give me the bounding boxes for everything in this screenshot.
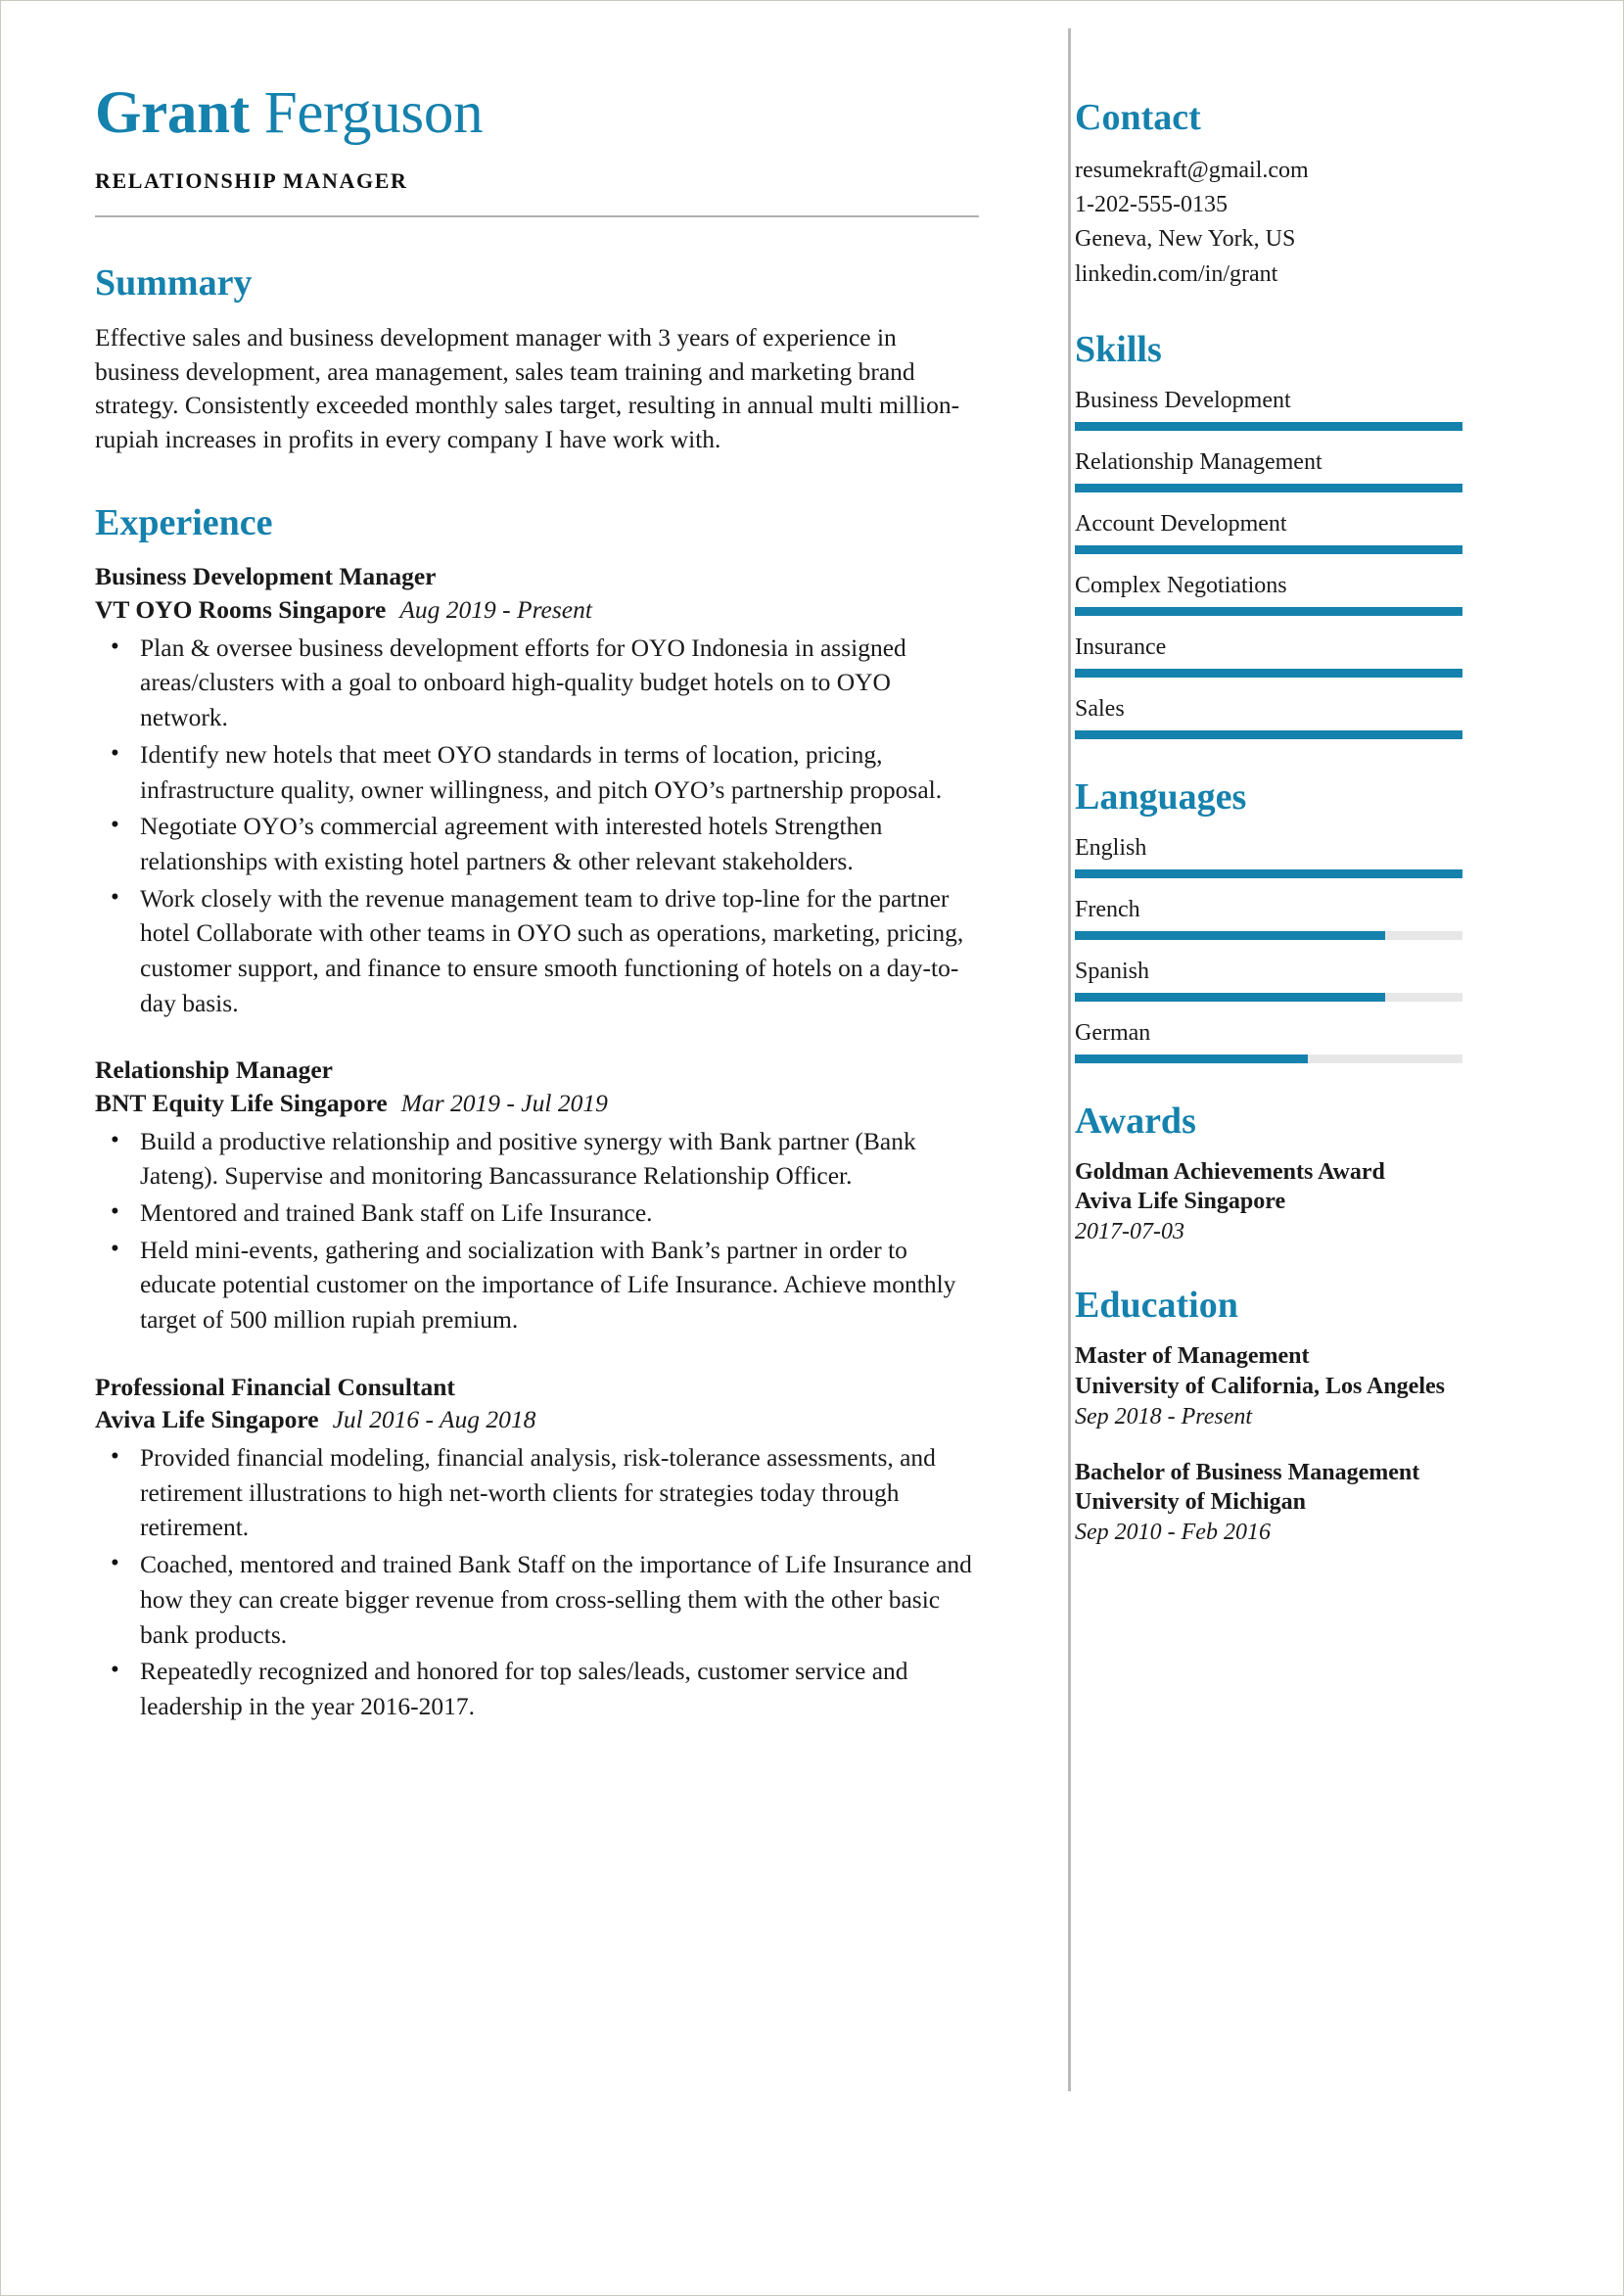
- award-entry: [1075, 1157, 1472, 1248]
- skill-item-fill: [1075, 422, 1462, 431]
- job-bullet-list: [95, 631, 979, 1021]
- skill-item-fill: [1075, 607, 1462, 616]
- experience-list: [95, 560, 979, 1723]
- skill-item: [1075, 386, 1472, 431]
- skill-item-fill: [1075, 545, 1462, 554]
- skill-item-label: Insurance: [1075, 633, 1167, 660]
- education-school: University of Michigan: [1075, 1489, 1306, 1516]
- language-item-fill: [1075, 869, 1462, 878]
- job-bullet: • Mentored and trained Bank staff on Life Insurance.: [95, 1195, 979, 1231]
- language-item: [1075, 1018, 1472, 1063]
- skill-item-fill: [1075, 484, 1462, 492]
- last-name: Ferguson: [263, 80, 484, 146]
- skill-item-label: Relationship Management: [1075, 448, 1322, 475]
- language-item-label: German: [1075, 1019, 1151, 1046]
- language-item: [1075, 833, 1472, 878]
- language-item-track: [1075, 869, 1462, 878]
- language-item: [1075, 957, 1472, 1002]
- experience-heading: Experience: [95, 501, 273, 543]
- job-bullet: • Work closely with the revenue management team to drive top-line for the partner hotel Collaborate with other teams in OYO such as operations, marketing, pricing, customer support, and finance to ensure smooth functioning of hotels on a day-to-day basis.: [95, 881, 979, 1021]
- language-item-fill: [1075, 931, 1385, 940]
- skill-item-track: [1075, 422, 1462, 431]
- education-heading: Education: [1075, 1285, 1238, 1327]
- skill-item-label: Sales: [1075, 695, 1125, 722]
- job-company: VT OYO Rooms Singapore: [95, 595, 387, 625]
- award-date: 2017-07-03: [1075, 1219, 1184, 1245]
- education-dates: Sep 2010 - Feb 2016: [1075, 1520, 1271, 1546]
- experience-entry: [95, 560, 979, 1020]
- job-bullet: • Provided financial modeling, financial analysis, risk-tolerance assessments, and retirement illustrations to high net-worth clients for strategies today through retirement.: [95, 1440, 979, 1545]
- skill-item-track: [1075, 669, 1462, 678]
- skill-item-fill: [1075, 730, 1462, 739]
- education-school: University of California, Los Angeles: [1075, 1373, 1445, 1399]
- job-bullet: • Plan & oversee business development efforts for OYO Indonesia in assigned areas/clusters with a goal to onboard high-quality budget hotels on to OYO network.: [95, 631, 979, 735]
- skill-item-fill: [1075, 669, 1462, 678]
- contact-heading: Contact: [1075, 97, 1201, 138]
- skill-item-label: Complex Negotiations: [1075, 572, 1287, 598]
- language-item-track: [1075, 1054, 1462, 1063]
- experience-entry: [95, 1371, 979, 1724]
- first-name: Grant: [95, 80, 250, 146]
- language-item-fill: [1075, 993, 1385, 1002]
- job-bullet-list: [95, 1440, 979, 1724]
- job-bullet: • Coached, mentored and trained Bank Staff on the importance of Life Insurance and how they can create bigger revenue from cross-selling them with the other basic bank products.: [95, 1547, 979, 1652]
- skills-heading: Skills: [1075, 328, 1162, 370]
- contact-line[interactable]: linkedin.com/in/grant: [1075, 260, 1278, 287]
- job-bullet: • Build a productive relationship and positive synergy with Bank partner (Bank Jateng). Supervise and monitoring Bancassurance Relationship Officer.: [95, 1124, 979, 1194]
- job-role: Professional Financial Consultant: [95, 1372, 455, 1401]
- contact-line[interactable]: Geneva, New York, US: [1075, 226, 1296, 253]
- skill-item-label: Business Development: [1075, 387, 1291, 413]
- awards-heading: Awards: [1075, 1100, 1196, 1142]
- languages-list: [1075, 833, 1472, 1063]
- job-bullet: • Identify new hotels that meet OYO standards in terms of location, pricing, infrastructure quality, owner willingness, and pitch OYO’s partnership proposal.: [95, 737, 979, 807]
- job-dates: Aug 2019 - Present: [399, 595, 592, 625]
- experience-entry: [95, 1054, 979, 1336]
- skill-item-track: [1075, 730, 1462, 739]
- job-company: BNT Equity Life Singapore: [95, 1089, 388, 1117]
- skill-item: [1075, 694, 1472, 739]
- candidate-job-title: RELATIONSHIP MANAGER: [95, 168, 408, 193]
- awards-list: [1075, 1157, 1472, 1248]
- job-bullet: • Held mini-events, gathering and socialization with Bank’s partner in order to educate potential customer on the importance of Life Insurance. Achieve monthly target of 500 million rupiah premium.: [95, 1233, 979, 1337]
- sidebar-column: [1030, 83, 1472, 2295]
- language-item-label: Spanish: [1075, 958, 1150, 984]
- skill-item: [1075, 633, 1472, 678]
- job-dates: Jul 2016 - Aug 2018: [332, 1405, 536, 1434]
- education-dates: Sep 2018 - Present: [1075, 1403, 1253, 1429]
- skill-item-track: [1075, 607, 1462, 616]
- job-role: Business Development Manager: [95, 562, 437, 591]
- job-bullet: • Repeatedly recognized and honored for top sales/leads, customer service and leadership in the year 2016-2017.: [95, 1654, 979, 1723]
- languages-heading: Languages: [1075, 775, 1247, 818]
- skill-item: [1075, 571, 1472, 616]
- education-degree: Bachelor of Business Management: [1075, 1459, 1420, 1485]
- award-title: Goldman Achievements Award: [1075, 1158, 1385, 1185]
- language-item-label: English: [1075, 834, 1147, 861]
- skill-item: [1075, 509, 1472, 554]
- skill-item-track: [1075, 484, 1462, 492]
- job-dates: Mar 2019 - Jul 2019: [400, 1089, 608, 1117]
- skill-item-label: Account Development: [1075, 510, 1287, 537]
- skill-item-track: [1075, 545, 1462, 554]
- language-item-track: [1075, 931, 1462, 940]
- award-organization: Aviva Life Singapore: [1075, 1189, 1286, 1215]
- skill-item: [1075, 447, 1472, 492]
- summary-heading: Summary: [95, 262, 253, 304]
- education-entry: [1075, 1458, 1472, 1549]
- job-company-line: [95, 1403, 979, 1436]
- job-company: Aviva Life Singapore: [95, 1405, 319, 1434]
- summary-text: Effective sales and business development manager with 3 years of experience in business development, area management, sales team training and marketing brand strategy. Consistently exceeded monthly sales target, resulting in annual multi million-rupiah increases in profits in every company I have work with.: [95, 322, 960, 453]
- job-company-line: [95, 593, 979, 627]
- language-item: [1075, 895, 1472, 940]
- job-role: Relationship Manager: [95, 1055, 333, 1085]
- education-entry: [1075, 1341, 1472, 1432]
- candidate-name: [95, 80, 979, 146]
- main-column: [95, 80, 1030, 2295]
- language-item-fill: [1075, 1054, 1308, 1063]
- contact-line[interactable]: resumekraft@gmail.com: [1075, 157, 1309, 183]
- contact-list: [1075, 154, 1472, 292]
- job-company-line: [95, 1087, 979, 1120]
- language-item-label: French: [1075, 896, 1140, 922]
- header-divider: [95, 215, 979, 217]
- job-bullet: • Negotiate OYO’s commercial agreement with interested hotels Strengthen relationships with existing hotel partners & other relevant stakeholders.: [95, 809, 979, 878]
- job-bullet-list: [95, 1124, 979, 1337]
- skills-list: [1075, 386, 1472, 739]
- contact-line[interactable]: 1-202-555-0135: [1075, 192, 1228, 218]
- education-list: [1075, 1341, 1472, 1548]
- language-item-track: [1075, 993, 1462, 1002]
- education-degree: Master of Management: [1075, 1343, 1310, 1370]
